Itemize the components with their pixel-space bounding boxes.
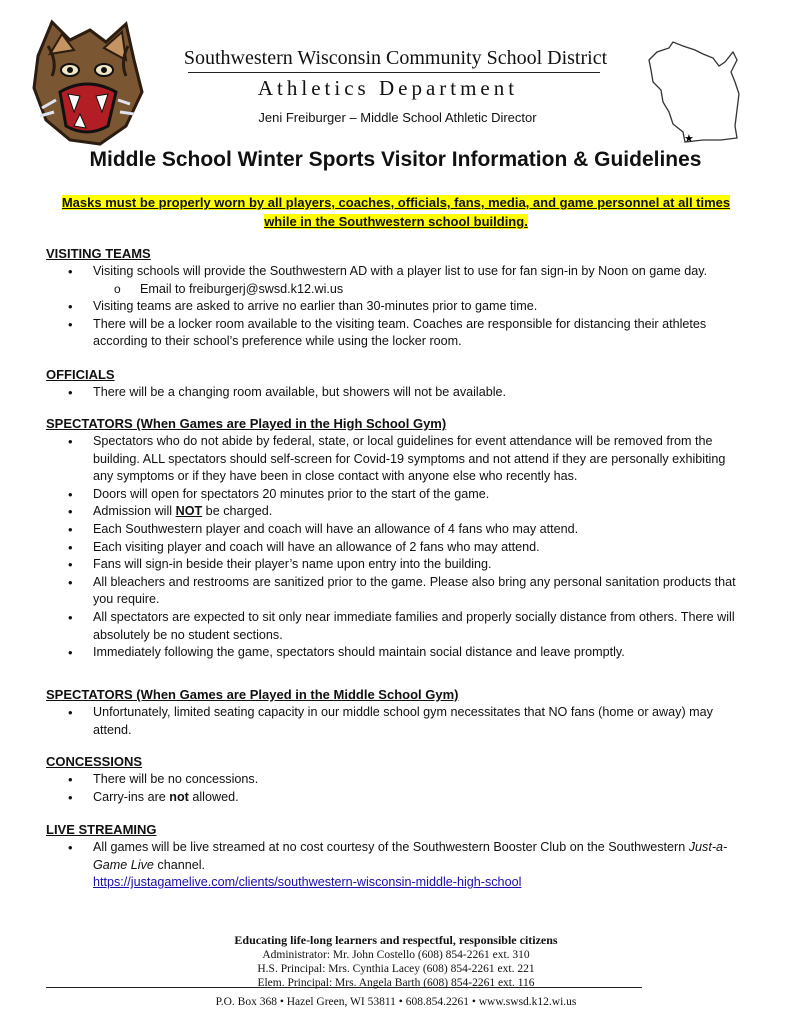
svg-text:★: ★	[684, 132, 694, 145]
live-streaming-list	[46, 839, 746, 892]
visiting-teams-list	[46, 263, 746, 351]
section-title-spectators-hs: SPECTATORS (When Games are Played in the High School Gym)	[46, 416, 447, 431]
list-item: • Visiting schools will provide the Southwestern AD with a player list to use for fan sign-in by Noon on game day.	[46, 263, 746, 281]
section-title-spectators-ms: SPECTATORS (When Games are Played in the Middle School Gym)	[46, 687, 459, 702]
list-item	[46, 789, 746, 807]
spectators-hs-list	[46, 433, 746, 662]
list-item: • Visiting teams are asked to arrive no earlier than 30-minutes prior to game time.	[46, 298, 746, 316]
officials-list	[46, 384, 746, 402]
footer-contact: P.O. Box 368 • Hazel Green, WI 53811 • 608.854.2261 • www.swsd.k12.wi.us	[215, 996, 577, 1008]
list-item: • Unfortunately, limited seating capacity in our middle school gym necessitates that NO fans (home or away) may attend.	[46, 704, 746, 739]
district-name: Southwestern Wisconsin Community School District	[183, 47, 608, 69]
carryins-text-before: Carry-ins are	[93, 789, 170, 804]
wildcat-mascot-icon	[30, 16, 148, 148]
admission-text-before: Admission will	[93, 504, 176, 519]
list-item	[46, 281, 746, 299]
list-item: • Doors will open for spectators 20 minutes prior to the start of the game.	[46, 486, 746, 504]
list-item: • There will be a changing room available, but showers will not be available.	[46, 384, 746, 402]
list-item: • Each visiting player and coach will have an allowance of 2 fans who may attend.	[46, 539, 746, 557]
list-item: • Each Southwestern player and coach will have an allowance of 4 fans who may attend.	[46, 521, 746, 539]
carryins-emphasis: not	[169, 789, 189, 804]
section-title-live-streaming: LIVE STREAMING	[46, 822, 157, 837]
footer-hs-principal: H.S. Principal: Mrs. Cynthia Lacey (608) 854-2261 ext. 221	[257, 963, 535, 975]
mask-notice-line1: Masks must be properly worn by all players, coaches, officials, fans, media, and game personnel at all times	[61, 195, 731, 210]
list-item	[46, 503, 746, 521]
streaming-link[interactable]: https://justagamelive.com/clients/southwestern-wisconsin-middle-high-school	[93, 875, 522, 890]
footer-elem-principal: Elem. Principal: Mrs. Angela Barth (608) 854-2261 ext. 116	[257, 977, 535, 989]
streaming-text-before: All games will be live streamed at no cost courtesy of the Southwestern Booster Club on the Southwestern	[93, 840, 689, 854]
list-item: • Spectators who do not abide by federal, state, or local guidelines for event attendance will be removed from the building. ALL spectators should self-screen for Covid-19 symptoms and not attend if they are personally exhibiting any symptoms or if they have been in close contact with anyone else who recently has.	[46, 433, 746, 486]
list-item	[46, 839, 746, 892]
mask-notice	[46, 193, 746, 231]
admission-emphasis: NOT	[175, 504, 203, 519]
list-item: • Immediately following the game, spectators should maintain social distance and leave promptly.	[46, 644, 746, 662]
spectators-ms-list	[46, 704, 746, 739]
header-rule	[188, 72, 600, 73]
athletic-director: Jeni Freiburger – Middle School Athletic Director	[258, 110, 537, 125]
list-item: • Fans will sign-in beside their player’s name upon entry into the building.	[46, 556, 746, 574]
section-title-officials: OFFICIALS	[46, 367, 115, 382]
concessions-list	[46, 771, 746, 806]
streaming-text-after: channel.	[153, 857, 206, 872]
page-title: Middle School Winter Sports Visitor Information & Guidelines	[89, 148, 702, 171]
footer-motto: Educating life-long learners and respectful, responsible citizens	[234, 933, 558, 947]
list-item: • All spectators are expected to sit only near immediate families and properly socially distance from others. There will absolutely be no student sections.	[46, 609, 746, 644]
footer-rule	[46, 987, 642, 988]
visiting-email[interactable]: Email to freiburgerj@swsd.k12.wi.us	[140, 281, 344, 296]
carryins-text-after: allowed.	[188, 789, 239, 804]
admission-text-after: be charged.	[202, 504, 273, 519]
footer	[150, 932, 642, 990]
streaming-channel: Just-a-Game Live	[93, 840, 728, 872]
list-item: • There will be a locker room available to the visiting team. Coaches are responsible for distancing their athletes according to their school’s preference while using the locker room.	[46, 316, 746, 351]
list-item: • All bleachers and restrooms are sanitized prior to the game. Please also bring any personal sanitation products that you require.	[46, 574, 746, 609]
department-name: Athletics Department	[257, 76, 519, 100]
section-title-concessions: CONCESSIONS	[46, 754, 143, 769]
list-item: • There will be no concessions.	[46, 771, 746, 789]
mask-notice-line2: while in the Southwestern school building.	[264, 214, 528, 229]
footer-administrator: Administrator: Mr. John Costello (608) 854-2261 ext. 310	[262, 949, 530, 961]
section-title-visiting-teams: VISITING TEAMS	[46, 246, 151, 261]
wisconsin-map-icon	[643, 38, 748, 146]
